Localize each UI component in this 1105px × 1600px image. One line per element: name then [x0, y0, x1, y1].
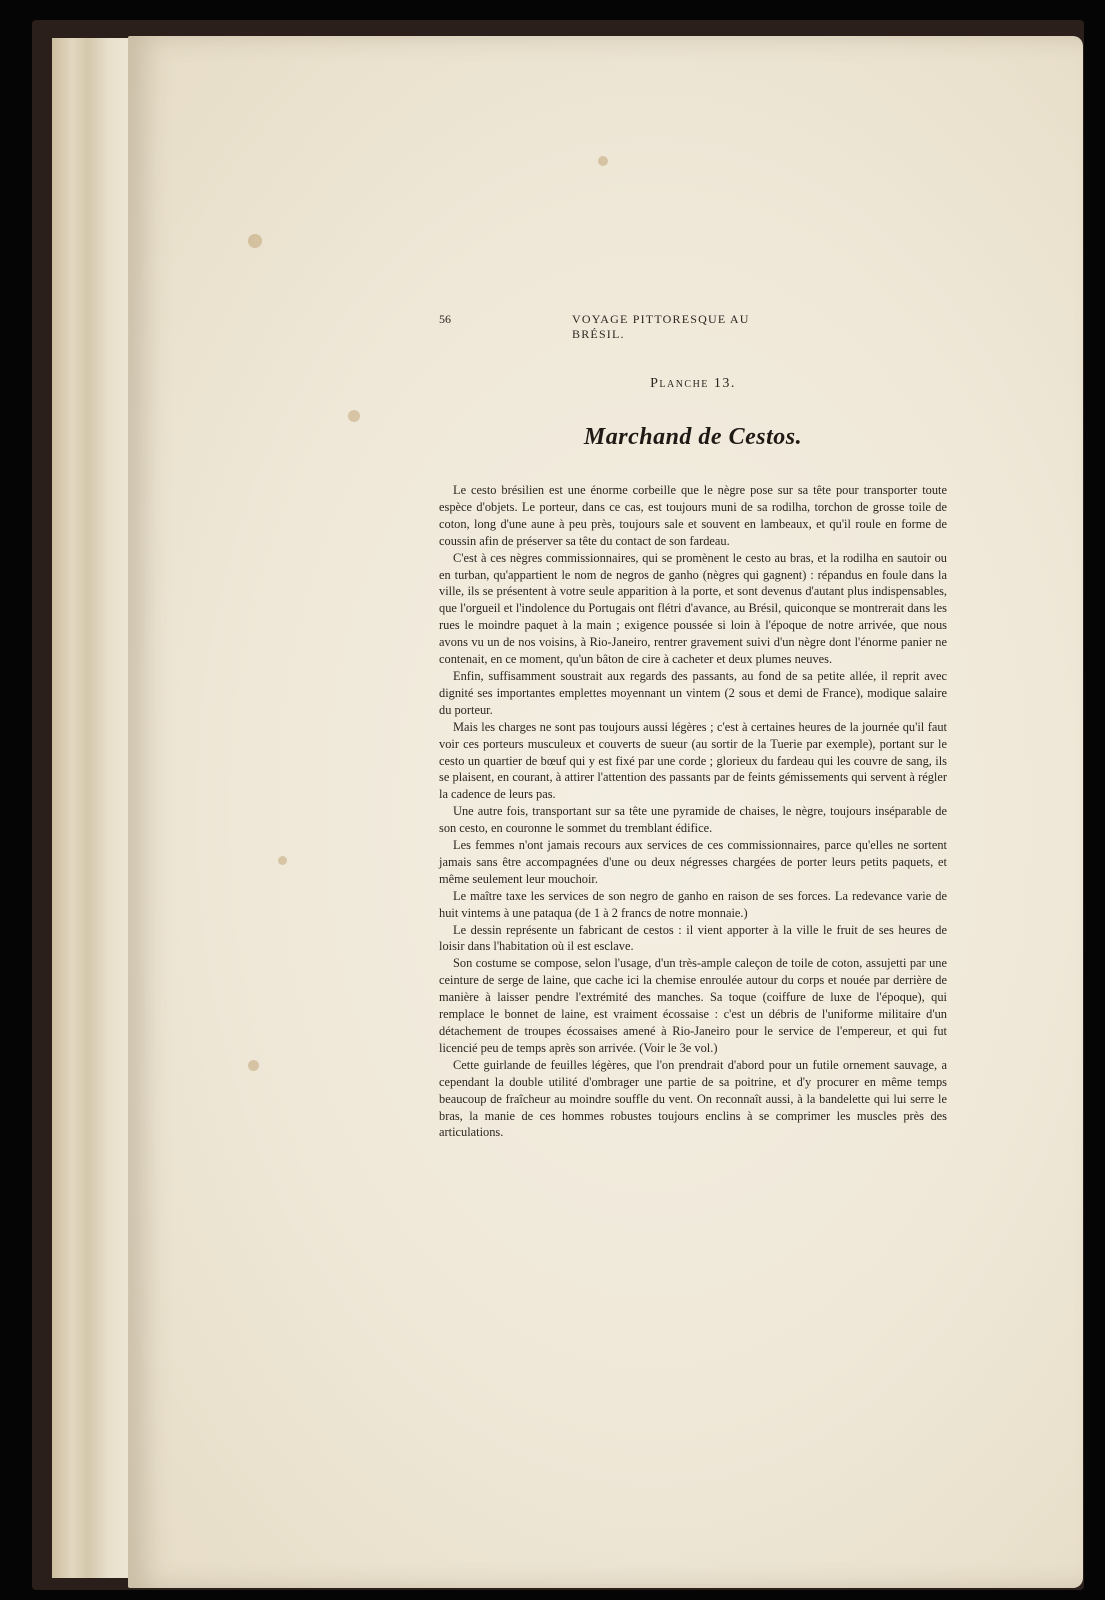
foxing-spot	[248, 1060, 259, 1071]
paragraph: C'est à ces nègres commissionnaires, qui se promènent le cesto au bras, et la rodilha en sautoir ou en turban, qu'appartient le nom de negros de ganho (nègres qui gagnent) : répandus en foule dans la ville, ils se présentent à votre seule apparition à la porte, et sont devenus d'autant plus indispensables, que l'orgueil et l'indolence du Portugais ont flétri d'avance, au Brésil, quiconque se montrerait dans les rues le moindre paquet à la main ; exigence poussée si loin à l'époque de notre arrivée, que nous avons vu un de nos voisins, à Rio-Janeiro, rentrer gravement suivi d'un nègre dont l'énorme panier ne contenait, en ce moment, qu'un bâton de cire à cacheter et deux plumes neuves.	[439, 550, 947, 667]
paragraph: Le maître taxe les services de son negro de ganho en raison de ses forces. La redevance varie de huit vintems à une pataqua (de 1 à 2 francs de notre monnaie.)	[439, 888, 947, 920]
page-number: 56	[439, 312, 451, 326]
foxing-spot	[248, 234, 262, 248]
page-title: Marchand de Cestos.	[583, 424, 803, 450]
running-title: VOYAGE PITTORESQUE AU BRÉSIL.	[572, 312, 750, 341]
foxing-spot	[598, 156, 608, 166]
running-head	[439, 312, 799, 341]
foxing-spot	[348, 410, 360, 422]
paragraph: Le dessin représente un fabricant de cestos : il vient apporter à la ville le fruit de ses heures de loisir dans l'habitation où il est esclave.	[439, 922, 947, 954]
page-edges	[52, 38, 132, 1578]
paragraph: Son costume se compose, selon l'usage, d'un très-ample caleçon de toile de coton, assujetti par une ceinture de serge de laine, que cache ici la chemise enroulée autour du corps et nouée par derrière de manière à laisser pendre l'extrémité des manches. Sa toque (coiffure de luxe de l'époque), qui remplace le bonnet de laine, est vraiment écossaise : c'est un débris de l'uniforme militaire d'un détachement de troupes écossaises amené à Rio-Janeiro pour le service de l'empereur, et qui fut licencié peu de temps après son arrivée. (Voir le 3e vol.)	[439, 956, 947, 1055]
paragraph: Les femmes n'ont jamais recours aux services de ces commissionnaires, parce qu'elles ne sortent jamais sans être accompagnées d'une ou deux négresses chargées de porter leurs petits paquets, et même seulement leur mouchoir.	[439, 838, 947, 886]
body-text	[439, 482, 947, 1141]
paragraph: Mais les charges ne sont pas toujours aussi légères ; c'est à certaines heures de la journée qu'il faut voir ces porteurs musculeux et couverts de sueur (au sortir de la Tuerie par exemple), portant sur le cesto un quartier de bœuf qui y est fixé par une corde ; glorieux du fardeau qui les couvre de sang, ils se plaisent, en courant, à attirer l'attention des passants par de feints gémissements qui servent à régler la cadence de leurs pas.	[439, 719, 947, 802]
paragraph: Enfin, suffisamment soustrait aux regards des passants, au fond de sa petite allée, il reprit avec dignité ses importantes emplettes moyennant un vintem (2 sous et demi de France), modique salaire du porteur.	[439, 668, 947, 717]
paragraph: Le cesto brésilien est une énorme corbeille que le nègre pose sur sa tête pour transporter toute espèce d'objets. Le porteur, dans ce cas, est toujours muni de sa rodilha, torchon de grosse toile de coton, long d'une aune à peu près, toujours sale et souvent en lambeaux, et qu'il roule en forme de coussin afin de préserver sa tête du contact de son fardeau.	[439, 483, 947, 548]
plate-label: Planche 13.	[650, 376, 736, 391]
paragraph: Une autre fois, transportant sur sa tête une pyramide de chaises, le nègre, toujours inséparable de son cesto, en couronne le sommet du tremblant édifice.	[439, 804, 947, 836]
foxing-spot	[278, 856, 287, 865]
paragraph: Cette guirlande de feuilles légères, que l'on prendrait d'abord pour un futile ornement sauvage, a cependant la double utilité d'ombrager une partie de sa poitrine, et d'y procurer en même temps beaucoup de fraîcheur au moindre souffle du vent. On reconnaît aussi, à la bandelette qui lui serre le bras, la manie de ces hommes robustes toujours enclins à se comprimer les muscles près des articulations.	[439, 1057, 947, 1140]
